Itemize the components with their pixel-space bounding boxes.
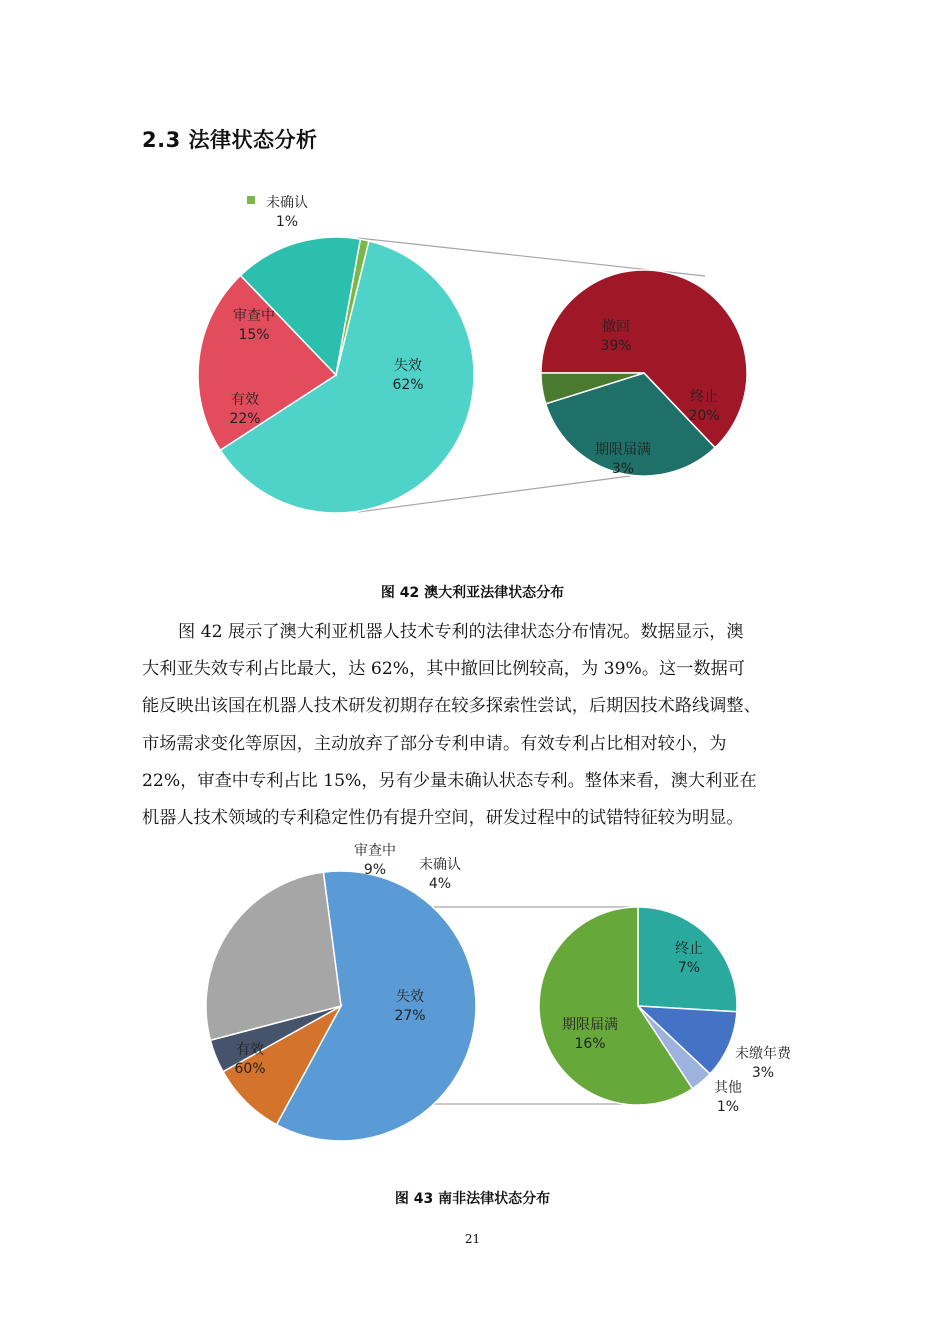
page-number: 21 bbox=[464, 1232, 481, 1246]
paragraph-line: 能反映出该国在机器人技术研发初期存在较多探索性尝试，后期因技术路线调整、 bbox=[142, 696, 761, 717]
slice-value-label: 27% bbox=[394, 1008, 426, 1024]
slice-category-label: 期限届满 bbox=[562, 1017, 618, 1033]
figure-42-caption: 图 42 澳大利亚法律状态分布 bbox=[380, 585, 565, 601]
slice-category-label: 有效 bbox=[236, 1042, 264, 1058]
figure-42-chart bbox=[0, 180, 945, 540]
slice-category-label: 未缴年费 bbox=[735, 1046, 791, 1062]
slice-category-label: 未确认 bbox=[419, 857, 461, 873]
slice-value-label: 1% bbox=[716, 1099, 740, 1115]
figure-43-breakdown-pie bbox=[539, 907, 737, 1105]
slice-category-label: 审查中 bbox=[233, 308, 275, 324]
figure-43-caption: 图 43 南非法律状态分布 bbox=[394, 1191, 551, 1207]
paragraph-line: 22%，审查中专利占比 15%，另有少量未确认状态专利。整体来看，澳大利亚在 bbox=[142, 770, 757, 791]
paragraph-line: 市场需求变化等原因，主动放弃了部分专利申请。有效专利占比相对较小，为 bbox=[142, 733, 727, 754]
figure-43-main-pie bbox=[206, 871, 476, 1141]
slice-value-label: 20% bbox=[688, 408, 720, 424]
slice-value-label: 15% bbox=[238, 327, 270, 343]
figure-43-chart bbox=[0, 835, 945, 1165]
slice-category-label: 终止 bbox=[690, 389, 718, 405]
slice-value-label: 16% bbox=[574, 1036, 606, 1052]
slice-category-label: 其他 bbox=[714, 1080, 742, 1096]
slice-category-label: 期限届满 bbox=[595, 442, 651, 458]
figure-42-main-pie bbox=[198, 237, 474, 513]
slice-category-label: 撤回 bbox=[602, 319, 630, 335]
slice-category-label: 未确认 bbox=[266, 195, 308, 211]
paragraph-line: 图 42 展示了澳大利亚机器人技术专利的法律状态分布情况。数据显示，澳 bbox=[178, 622, 744, 642]
slice-category-label: 终止 bbox=[675, 941, 703, 957]
slice-value-label: 7% bbox=[677, 960, 701, 976]
slice-category-label: 失效 bbox=[396, 989, 424, 1005]
slice-value-label: 22% bbox=[229, 411, 261, 427]
paragraph-line: 大利亚失效专利占比最大，达 62%，其中撤回比例较高，为 39%。这一数据可 bbox=[142, 659, 745, 680]
slice-value-label: 4% bbox=[428, 876, 452, 892]
slice-category-label: 失效 bbox=[394, 358, 422, 374]
slice-value-label: 62% bbox=[392, 377, 424, 393]
slice-category-label: 审查中 bbox=[354, 843, 396, 859]
slice-value-label: 39% bbox=[600, 338, 632, 354]
section-title: 2.3 法律状态分析 bbox=[142, 128, 318, 152]
slice-category-label: 有效 bbox=[231, 392, 259, 408]
slice-value-label: 3% bbox=[611, 461, 635, 477]
paragraph-line: 机器人技术领域的专利稳定性仍有提升空间，研发过程中的试错特征较为明显。 bbox=[142, 808, 744, 829]
slice-value-label: 60% bbox=[234, 1061, 266, 1077]
legend-marker bbox=[247, 196, 255, 204]
slice-value-label: 9% bbox=[363, 862, 387, 878]
body-paragraph bbox=[142, 614, 812, 837]
slice-value-label: 1% bbox=[275, 214, 299, 230]
slice-value-label: 3% bbox=[751, 1065, 775, 1081]
